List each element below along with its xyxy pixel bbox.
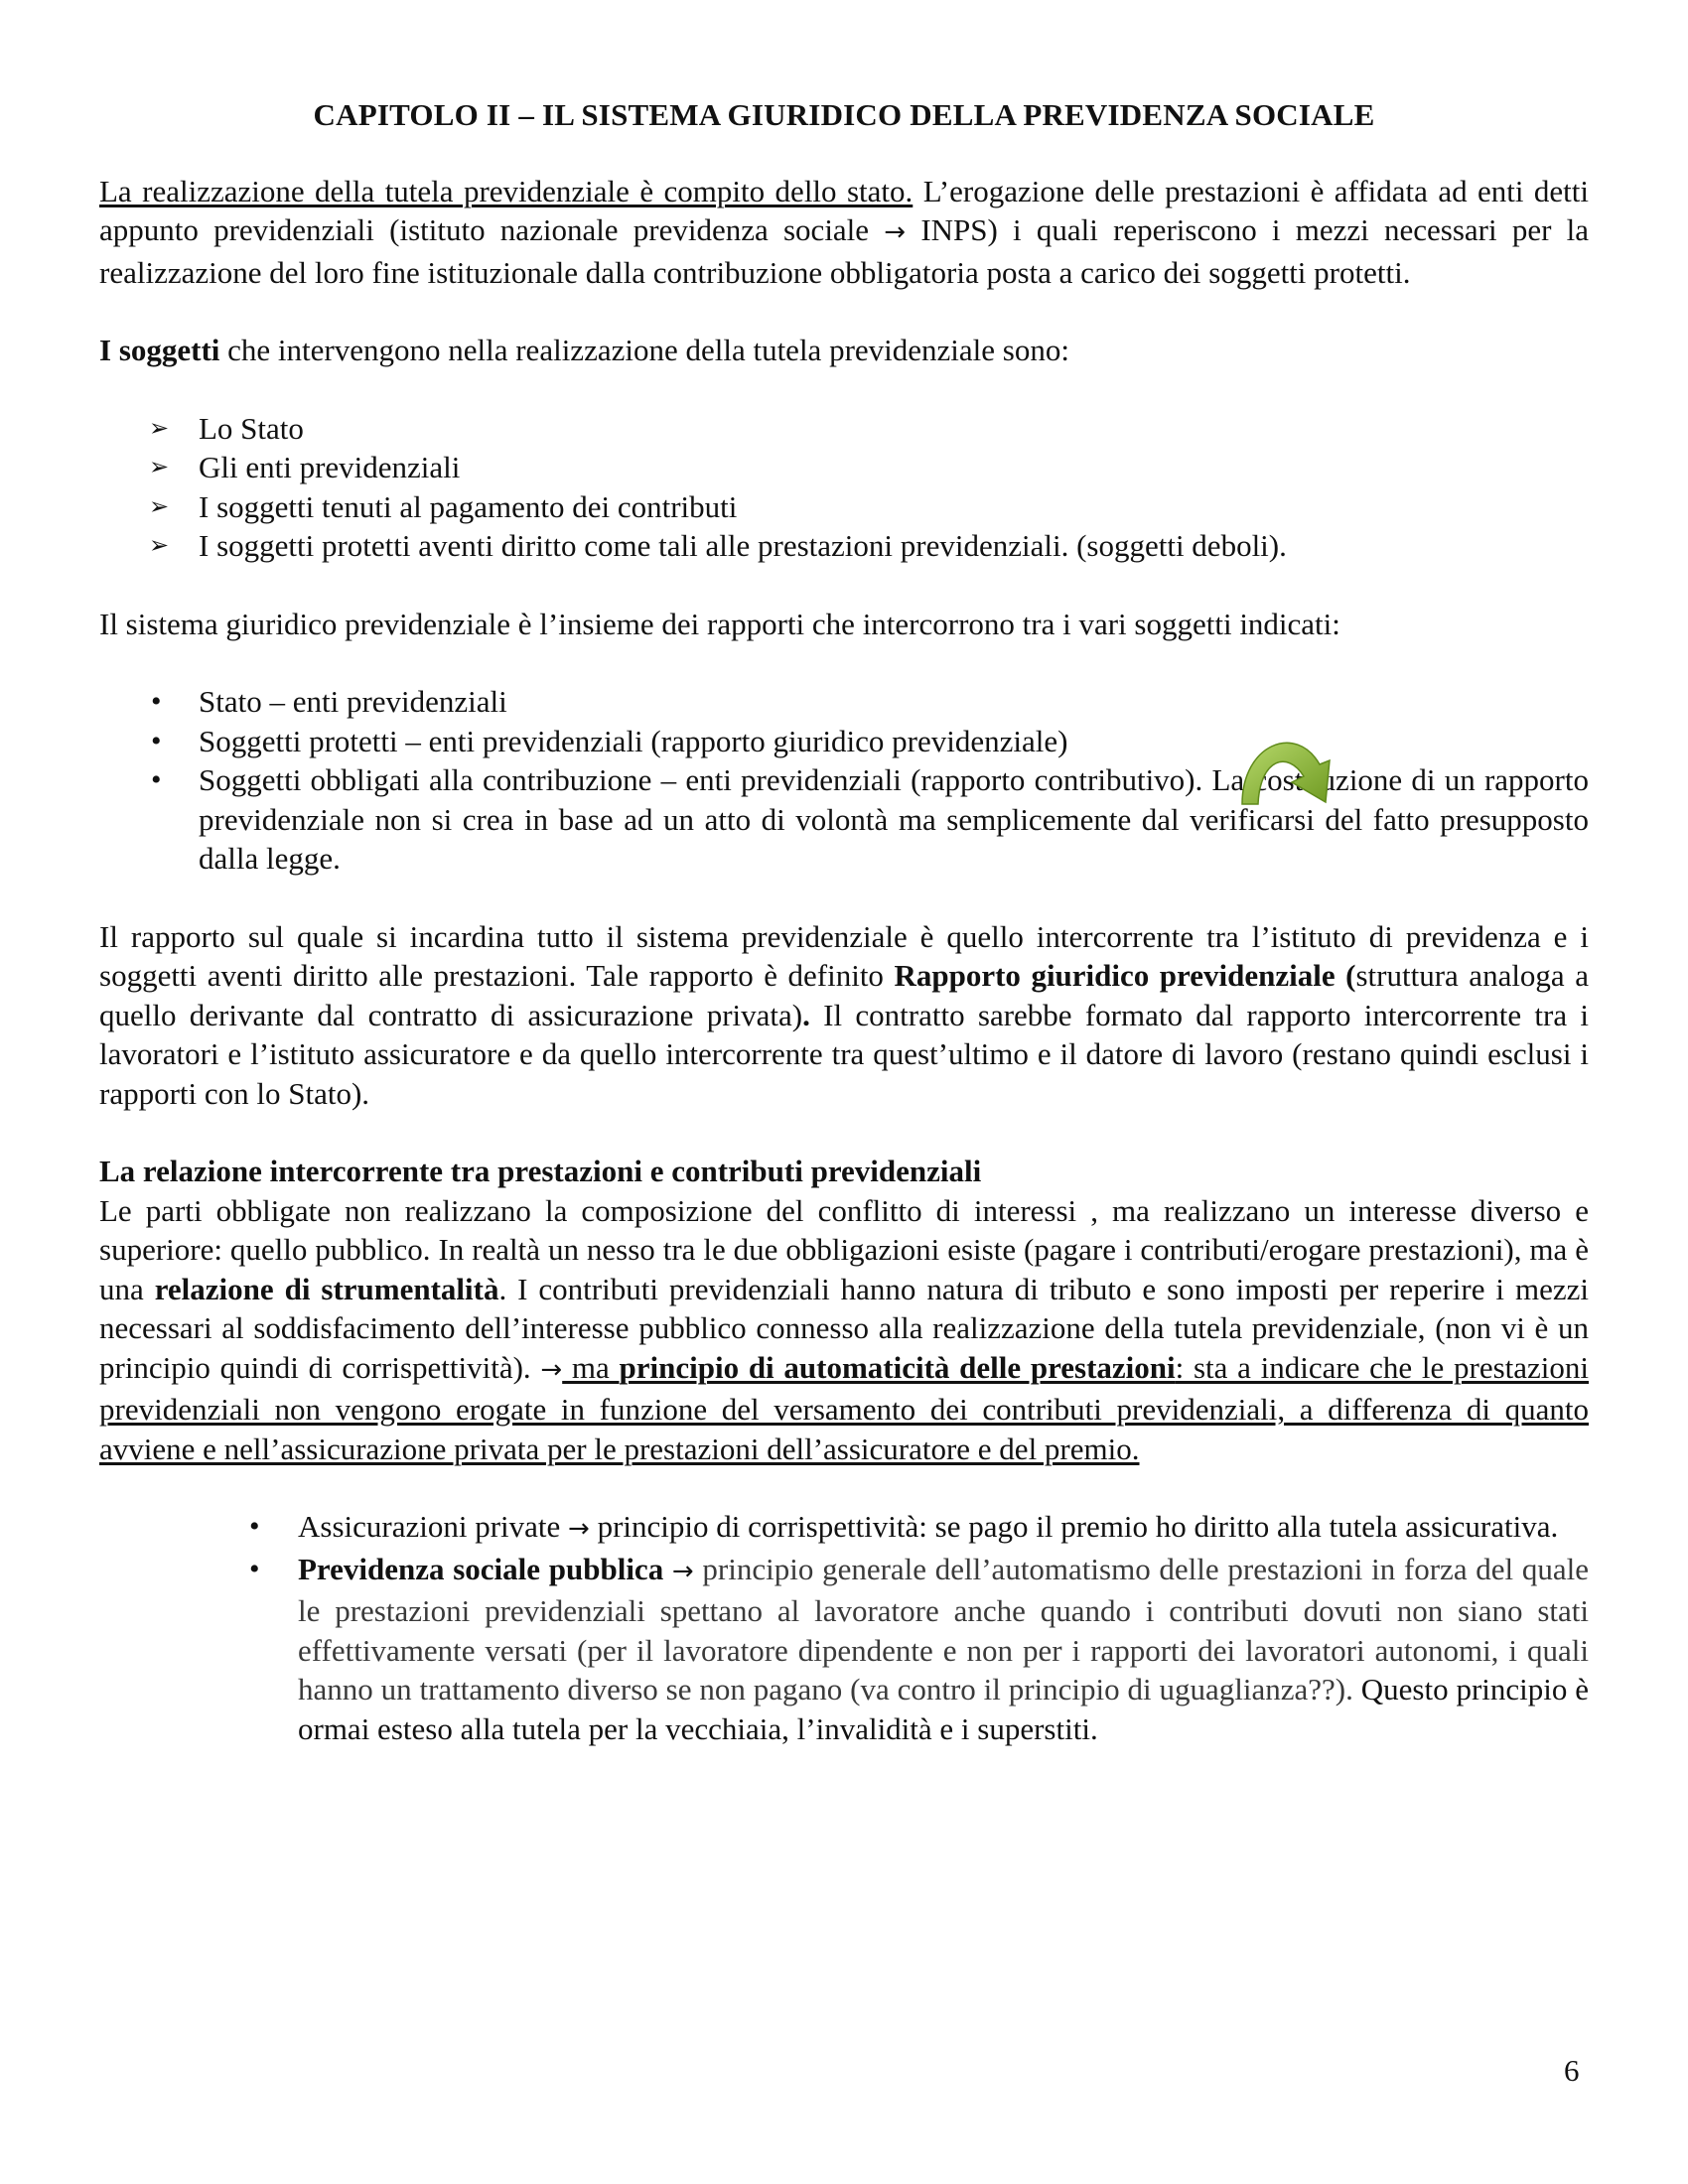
intro-underlined-text: La realizzazione della tutela previdenziale è compito dello stato. [99,173,914,208]
arrowhead-bullet-icon: ➢ [149,491,170,520]
list-item: ➢ Lo Stato [99,409,1589,449]
bullet-icon: • [249,1552,260,1585]
intro-paragraph: La realizzazione della tutela previdenziale è compito dello stato. L’erogazione delle prestazioni è affidata ad enti detti appunto previdenziali (istituto nazionale previdenza sociale → INPS) i quali reperiscono i mezzi necessari per la realizzazione del loro fine istituzionale dalla contribuzione obbligatoria posta a carico dei soggetti protetti. [99,173,1590,290]
arrowhead-bullet-icon: ➢ [149,413,170,442]
soggetti-intro: I soggetti che intervengono nella realizzazione della tutela previdenziale sono: [99,333,1069,367]
page-number: 6 [1564,2053,1580,2088]
bullet-icon: • [249,1510,260,1543]
list-item: • Assicurazioni private → principio di corrispettività: se pago il premio ho diritto alla tutela assicurativa. [99,1507,1589,1550]
list-item: • Soggetti protetti – enti previdenziali (rapporto giuridico previdenziale) [99,722,1589,761]
bullet-icon: • [151,685,162,718]
soggetti-list [99,409,1589,566]
list-item: • Soggetti obbligati alla contribuzione – enti previdenziali (rapporto contributivo). La costituzione di un rapporto previdenziale non si crea in base ad un atto di volontà ma semplicemente dal verificarsi del fatto presupposto dalla legge. [151,762,1589,876]
rapporti-list [99,682,1589,879]
curved-arrow-icon [1236,725,1345,806]
chapter-title: CAPITOLO II – IL SISTEMA GIURIDICO DELLA PREVIDENZA SOCIALE [313,97,1375,132]
right-arrow-icon: → [568,1514,590,1544]
right-arrow-icon: → [540,1354,563,1385]
list-item: • Stato – enti previdenziali [99,682,1589,722]
list-item: ➢ Gli enti previdenziali [99,448,1589,487]
relazione-paragraph: Le parti obbligate non realizzano la composizione del conflitto di interessi , ma realizzano un interesse diverso e superiore: quello pubblico. In realtà un nesso tra le due obbligazioni esiste (pagare i contributi/erogare prestazioni), ma è una relazione di strumentalità. I contributi previdenziali hanno natura di tributo e sono imposti per reperire i mezzi necessari al soddisfacimento dell’interesse pubblico connesso alla realizzazione della tutela previdenziale, (non vi è un principio quindi di corrispettività). → ma principio di automaticità delle prestazioni: sta a indicare che le prestazioni previdenziali non vengono erogate in funzione del versamento dei contributi previdenziali, a differenza di quanto avviene e nell’assicurazione privata per le prestazioni dell’assicuratore e del premio. [99,1192,1590,1466]
bullet-icon: • [151,724,162,757]
arrowhead-bullet-icon: ➢ [149,453,170,480]
sistema-intro: Il sistema giuridico previdenziale è l’insieme dei rapporti che intercorrono tra i vari soggetti indicati: [99,606,1340,641]
right-arrow-icon: → [671,1556,694,1586]
arrowhead-bullet-icon: ➢ [149,531,170,559]
list-item: ➢ I soggetti protetti aventi diritto come tali alle prestazioni previdenziali. (soggetti deboli). [99,526,1589,566]
right-arrow-icon: → [884,217,907,247]
list-item: • Previdenza sociale pubblica → principio generale dell’automatismo delle prestazioni in forza del quale le prestazioni previdenziali spettano al lavoratore anche quando i contributi dovuti non siano stati effettivamente versati (per il lavoratore dipendente e non per i rapporti dei lavoratori autonomi, i quali hanno un trattamento diverso se non pagano (va contro il principio di uguaglianza??). Questo principio è ormai esteso alla tutela per la vecchiaia, l’invalidità e i superstiti. [249,1551,1590,1746]
relazione-heading: La relazione intercorrente tra prestazioni e contributi previdenziali [99,1154,982,1188]
list-item: ➢ I soggetti tenuti al pagamento dei contributi [99,487,1589,527]
confronto-list [99,1507,1589,1748]
document-page [99,95,1589,1748]
rapporto-paragraph: Il rapporto sul quale si incardina tutto il sistema previdenziale è quello intercorrente tra l’istituto di previdenza e i soggetti aventi diritto alle prestazioni. Tale rapporto è definito Rapporto giuridico previdenziale (struttura analoga a quello derivante dal contratto di assicurazione privata). Il contratto sarebbe formato dal rapporto intercorrente tra i lavoratori e l’istituto assicuratore e da quello intercorrente tra quest’ultimo e il datore di lavoro (restano quindi esclusi i rapporti con lo Stato). [99,918,1589,1111]
bullet-icon: • [151,763,162,796]
